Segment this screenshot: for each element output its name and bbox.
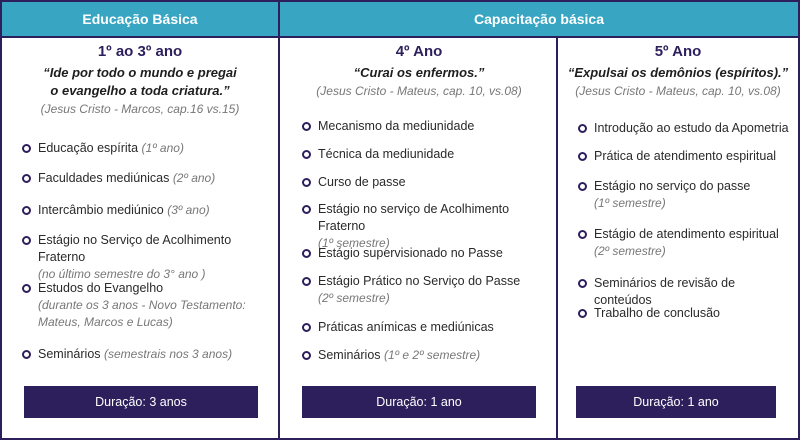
circle-bullet-icon (22, 350, 31, 359)
item-label: Estágio no serviço de Acolhimento Fraterno (318, 202, 510, 233)
item-note: (1º ano) (141, 141, 184, 155)
circle-bullet-icon (302, 249, 311, 258)
item-note: (durante os 3 anos - Novo Testamento: (38, 298, 246, 312)
circle-bullet-icon (22, 236, 31, 245)
list-item (302, 245, 548, 262)
circle-bullet-icon (22, 174, 31, 183)
item-note: (2º semestre) (594, 244, 666, 258)
circle-bullet-icon (302, 122, 311, 131)
quote-line: “Expulsai os demônios (espíritos).” (567, 65, 789, 80)
item-label: Seminários de revisão de conteúdos (594, 276, 736, 307)
list-item (302, 146, 548, 163)
list-item (578, 178, 790, 212)
list-item (22, 202, 270, 219)
item-note: (semestrais nos 3 anos) (104, 347, 233, 361)
circle-bullet-icon (578, 124, 587, 133)
duration-badge: Duração: 1 ano (302, 386, 536, 418)
item-label: Intercâmbio mediúnico (38, 203, 164, 217)
list-item (578, 275, 790, 309)
list-item (302, 319, 548, 336)
item-label: Técnica da mediunidade (318, 147, 455, 161)
list-item (22, 140, 270, 157)
quote-line: “Ide por todo o mundo e pregai (43, 65, 237, 80)
circle-bullet-icon (578, 152, 587, 161)
item-note: (3º ano) (167, 203, 210, 217)
circle-bullet-icon (578, 309, 587, 318)
list-item (302, 174, 548, 191)
item-note: (no último semestre do 3° ano ) (38, 267, 206, 281)
item-note: (1º e 2º semestre) (384, 348, 481, 362)
item-label: Seminários (38, 347, 101, 361)
header-educacao-basica: Educação Básica (2, 2, 278, 38)
quote-line: “Curai os enfermos.” (353, 65, 485, 80)
list-item (22, 280, 270, 331)
column-5-ano (558, 36, 798, 440)
list-item (578, 148, 790, 165)
list-item (302, 273, 548, 307)
column-title: 1º ao 3º ano (97, 43, 183, 60)
circle-bullet-icon (302, 277, 311, 286)
list-item (302, 118, 548, 135)
item-note: (1º semestre) (594, 196, 666, 210)
item-label: Estudos do Evangelho (38, 281, 164, 295)
circle-bullet-icon (578, 279, 587, 288)
quote-reference: (Jesus Cristo - Marcos, cap.16 vs.15) (40, 102, 240, 116)
quote-line: o evangelho a toda criatura.” (50, 83, 230, 98)
item-label: Estágio no serviço do passe (594, 179, 751, 193)
list-item (22, 170, 270, 187)
column-title: 4º Ano (395, 43, 443, 60)
column-1-3-ano (2, 36, 278, 440)
item-note: Mateus, Marcos e Lucas) (38, 315, 173, 329)
item-note: (1º semestre) (318, 236, 390, 250)
duration-badge: Duração: 3 anos (24, 386, 258, 418)
list-item (22, 346, 270, 363)
circle-bullet-icon (302, 150, 311, 159)
circle-bullet-icon (302, 178, 311, 187)
item-label: Trabalho de conclusão (594, 306, 721, 320)
item-label: Seminários (318, 348, 381, 362)
item-note: (2º semestre) (318, 291, 390, 305)
circle-bullet-icon (22, 284, 31, 293)
item-label: Estágio de atendimento espiritual (594, 227, 779, 241)
item-label: Estágio Prático no Serviço do Passe (318, 274, 521, 288)
item-label: Prática de atendimento espiritual (594, 149, 777, 163)
circle-bullet-icon (302, 351, 311, 360)
column-4-ano (282, 36, 556, 440)
circle-bullet-icon (578, 230, 587, 239)
quote-reference: (Jesus Cristo - Mateus, cap. 10, vs.08) (316, 84, 522, 98)
circle-bullet-icon (302, 323, 311, 332)
item-label: Curso de passe (318, 175, 406, 189)
list-item (578, 226, 790, 260)
item-label: Faculdades mediúnicas (38, 171, 170, 185)
item-label: Introdução ao estudo da Apometria (594, 121, 789, 135)
circle-bullet-icon (22, 206, 31, 215)
item-label: Estágio supervisionado no Passe (318, 246, 503, 260)
quote-reference: (Jesus Cristo - Mateus, cap. 10, vs.08) (575, 84, 781, 98)
list-item (22, 232, 270, 283)
circle-bullet-icon (578, 182, 587, 191)
duration-badge: Duração: 1 ano (576, 386, 776, 418)
circle-bullet-icon (302, 205, 311, 214)
column-title: 5º Ano (654, 43, 702, 60)
item-label: Mecanismo da mediunidade (318, 119, 475, 133)
list-item (578, 120, 790, 137)
item-label: Práticas anímicas e mediúnicas (318, 320, 494, 334)
header-capacitacao-basica: Capacitação básica (280, 2, 798, 38)
item-note: (2º ano) (172, 171, 216, 185)
list-item (578, 305, 790, 322)
item-label: Estágio no Serviço de Acolhimento Fraterno (38, 233, 232, 264)
list-item (302, 347, 548, 364)
item-label: Educação espírita (38, 141, 139, 155)
circle-bullet-icon (22, 144, 31, 153)
